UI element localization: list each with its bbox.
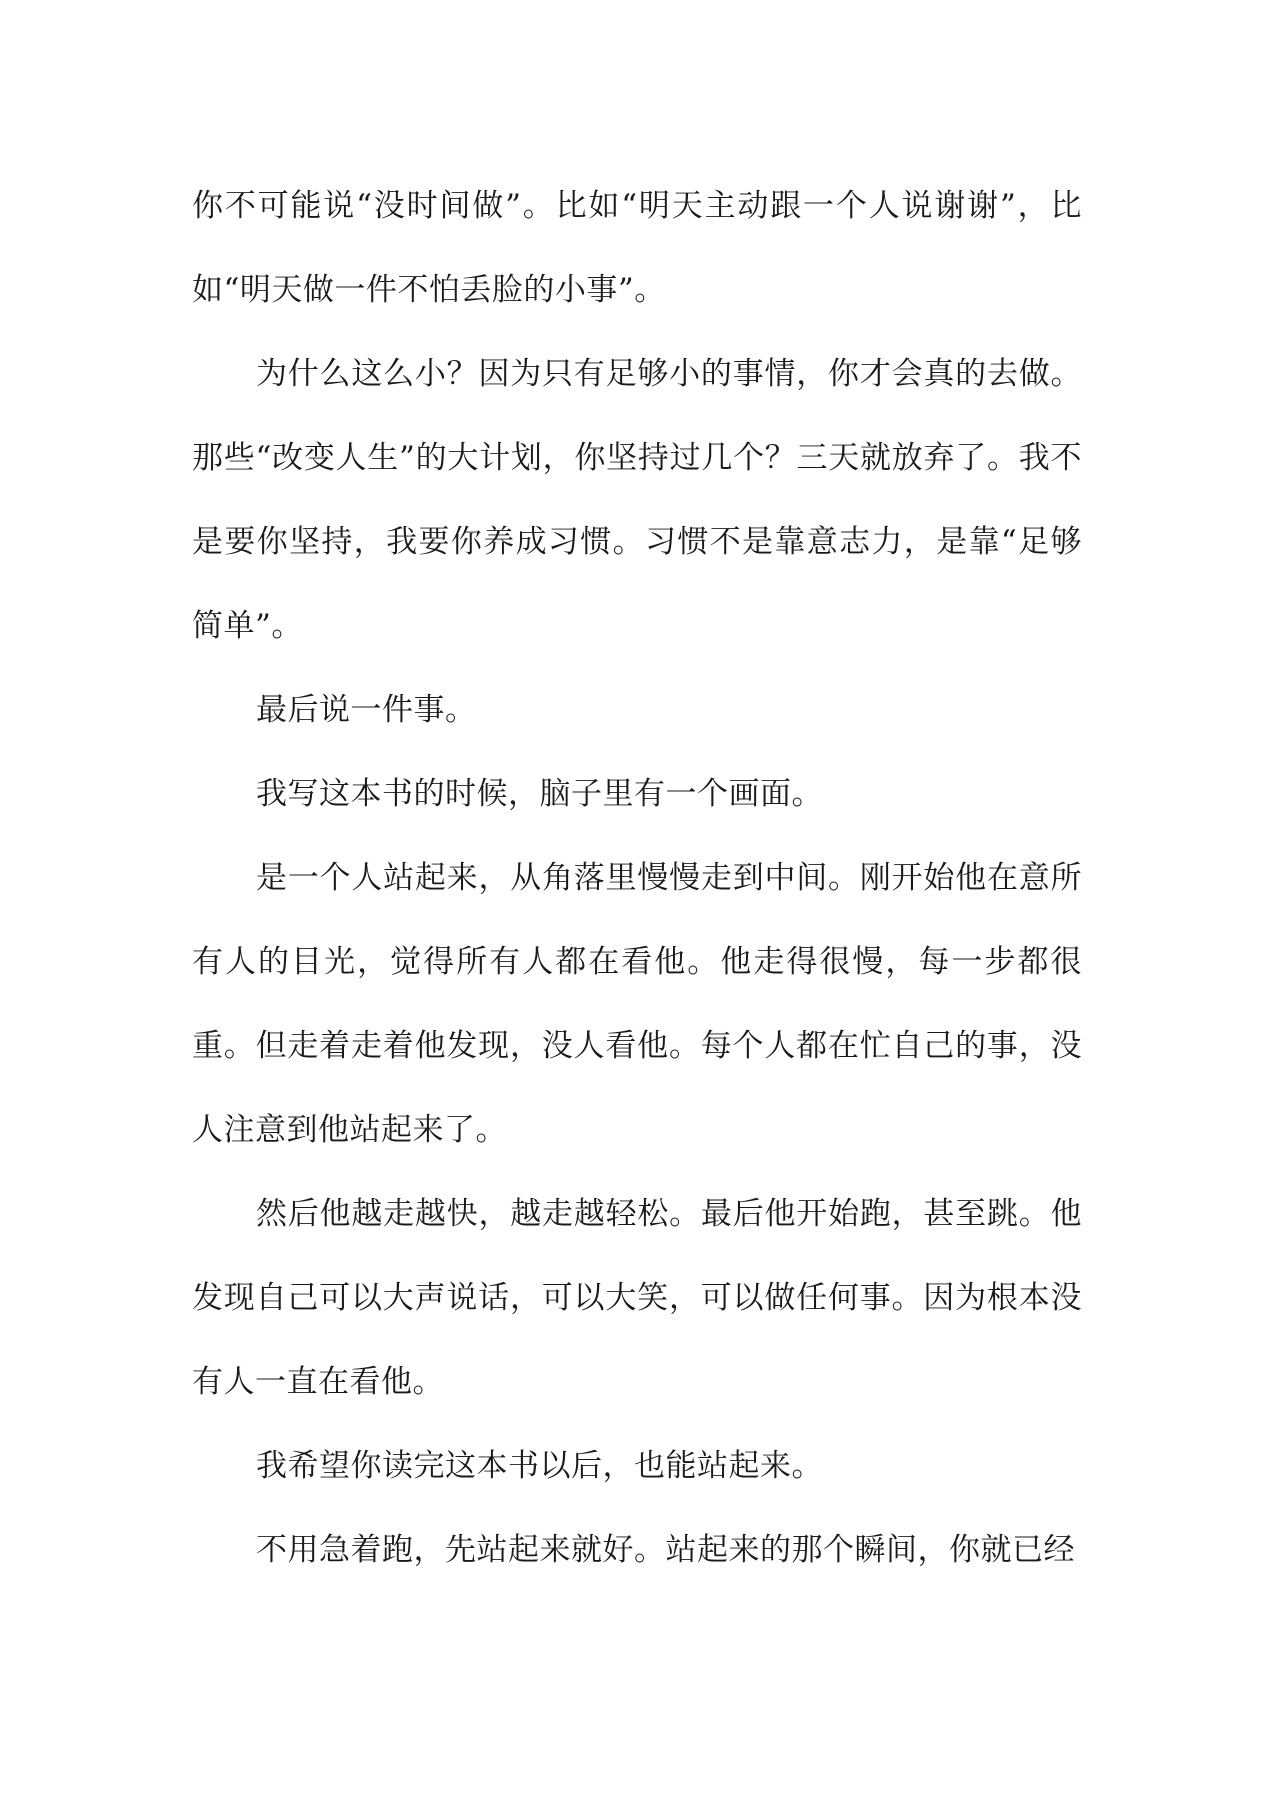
paragraph: 最后说一件事。 bbox=[256, 692, 477, 728]
paragraph: 我写这本书的时候，脑子里有一个画面。 bbox=[256, 776, 823, 812]
paragraph: 为什么这么小？因为只有足够小的事情，你才会真的去做。那些“改变人生”的大计划，你坚持过几个？三天就放弃了。我不是要你坚持，我要你养成习惯。习惯不是靠意志力，是靠“足够简单”。 bbox=[192, 356, 1082, 644]
paragraph: 是一个人站起来，从角落里慢慢走到中间。刚开始他在意所有人的目光，觉得所有人都在看他。他走得很慢，每一步都很重。但走着走着他发现，没人看他。每个人都在忙自己的事，没人注意到他站起来了。 bbox=[192, 860, 1082, 1148]
paragraph: 然后他越走越快，越走越轻松。最后他开始跑，甚至跳。他发现自己可以大声说话，可以大笑，可以做任何事。因为根本没有人一直在看他。 bbox=[192, 1196, 1082, 1400]
body-text bbox=[192, 164, 1082, 1592]
paragraph-truncated: 不用急着跑，先站起来就好。站起来的那个瞬间，你就已经 bbox=[256, 1532, 1075, 1568]
paragraph-continued: 你不可能说“没时间做”。比如“明天主动跟一个人说谢谢”，比如“明天做一件不怕丢脸的小事”。 bbox=[192, 188, 1082, 308]
paragraph: 我希望你读完这本书以后，也能站起来。 bbox=[256, 1448, 823, 1484]
